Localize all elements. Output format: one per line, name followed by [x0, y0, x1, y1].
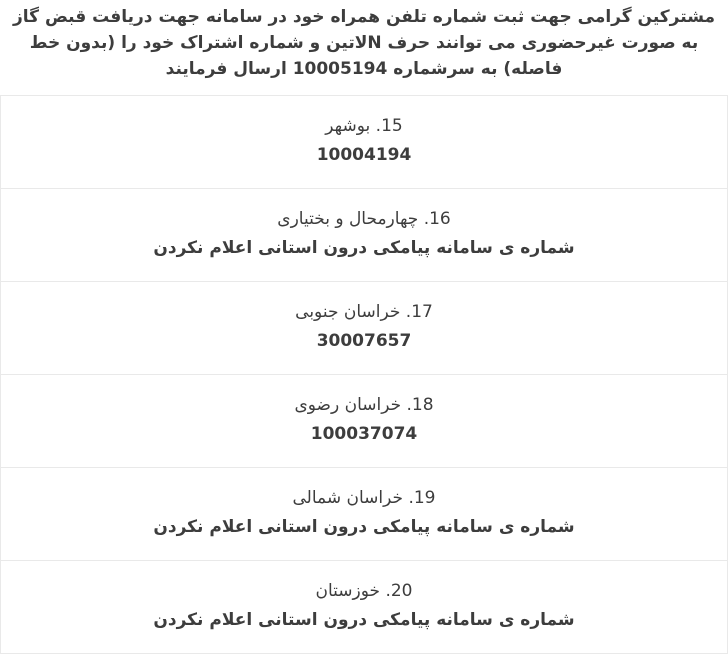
province-title: 18. خراسان رضوی [294, 395, 434, 415]
province-sms-list [0, 95, 728, 654]
province-sms-value: شماره ی سامانه پیامکی درون استانی اعلام نکردن [153, 517, 575, 537]
province-row [1, 468, 727, 561]
province-row [1, 282, 727, 375]
province-title: 19. خراسان شمالی [292, 488, 436, 508]
province-row [1, 375, 727, 468]
province-row [1, 96, 727, 189]
province-row [1, 561, 727, 654]
province-row [1, 189, 727, 282]
province-title: 16. چهارمحال و بختیاری [277, 209, 451, 229]
province-sms-number: 100037074 [310, 424, 418, 444]
province-title: 17. خراسان جنوبی [295, 302, 433, 322]
province-sms-number: 10004194 [316, 145, 412, 165]
province-sms-value: شماره ی سامانه پیامکی درون استانی اعلام نکردن [153, 610, 575, 630]
province-sms-number: 30007657 [316, 331, 412, 351]
bottom-whitespace [0, 654, 728, 659]
province-sms-value: شماره ی سامانه پیامکی درون استانی اعلام نکردن [153, 238, 575, 258]
province-title: 20. خوزستان [315, 581, 413, 601]
province-title: 15. بوشهر [325, 116, 403, 136]
sms-registration-instructions: مشترکین گرامی جهت ثبت شماره تلفن همراه خود در سامانه جهت دریافت قبض گاز به صورت غیرحضوری می توانند حرف Nلاتین و شماره اشتراک خود را (بدون خط فاصله) به سرشماره 10005194 ارسال فرمایند [12, 7, 716, 79]
